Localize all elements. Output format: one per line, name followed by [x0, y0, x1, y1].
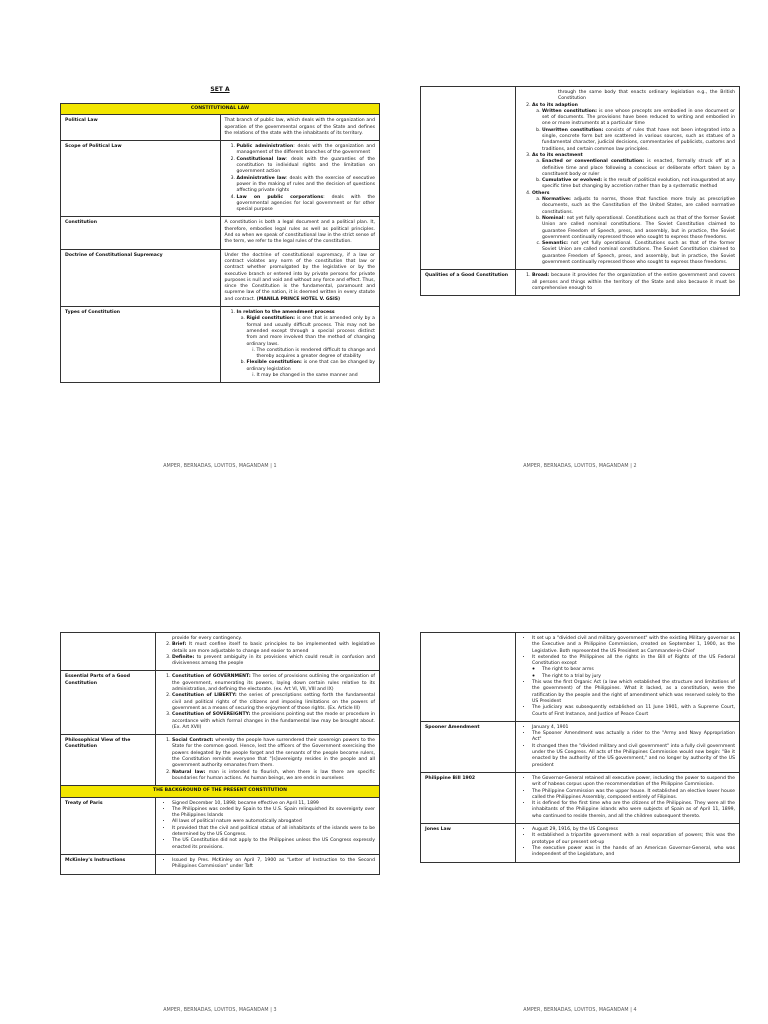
table-row [421, 87, 740, 270]
list-item: 2. As to its adaption a. Written constitution: is one whose precepts are embodied in one document or set of documents. The provisions have been reduced to writing and embodied in one or more instruments at a particular time b. Unwritten constitution: consists of rules that have not been integrated into a single, concrete form but are scattered in various sources, such as statues of a fundamental character, judicial decisions, commentaries of publicists, customs and traditions, and certain common law principles. [532, 103, 735, 153]
table-row [61, 307, 380, 383]
list-item: 1. In relation to the amendment process a. Rigid constitution: is one that is amended only by a formal and usually difficult process. This may not be amended except through a special process distinct from and more involved than the method of changing ordinary laws. i. The constitution is rendered difficult to change and thereby acquires a greater degree of stability b. Flexible constitution: is one that can be changed by ordinary legislation i. It may be changed in the same manner and [237, 310, 376, 379]
page-footer: AMPER, BERNADAS, LOVITOS, MAGANDAM | 2 [523, 464, 637, 469]
page-footer: AMPER, BERNADAS, LOVITOS, MAGANDAM | 4 [523, 1008, 637, 1013]
row-text [156, 671, 380, 735]
list-item: 1. Constitution of GOVERNMENT: The series of provisions outlining the organization of the government, enumerating its powers, laying down certain rules relative to its administration, and defining the electorate. (ex. Art VI, VII, VIII and IX) [172, 674, 375, 693]
row-text: A constitution is both a legal document and a political plan. It, therefore, embodies legal rules as well as political principles. And so when we speak of constitutional law in the strict sense of the term, we refer to the legal rules of the constitution. [220, 217, 380, 249]
table-row [421, 721, 740, 772]
constitution-types-table [420, 86, 740, 296]
list-item: • It set up a "divided civil and military government" with the existing Military governor as the Executive and a Philippine Commission, created on September 1, 1900, as the Legislative. Both represented the US President as Commander-in-Chief [532, 636, 735, 655]
list-item: • It established a tripartite government with a real separation of powers; this was the prototype of our present set-up [532, 833, 735, 846]
table-row [421, 824, 740, 862]
table-row [61, 249, 380, 306]
list-item: • The US Constitution did not apply to the Philippines unless the US Congress expressly enacted its provisions. [172, 838, 375, 851]
row-text [156, 797, 380, 854]
list-item: • It provided that the civil and political status of all inhabitants of the islands were to be determined by the US Congress. [172, 826, 375, 839]
section-header: THE BACKGROUND OF THE PRESENT CONSTITUTION [61, 786, 380, 797]
row-text [516, 270, 740, 296]
table-row [61, 115, 380, 141]
table-row [61, 797, 380, 854]
row-label: Scope of Political Law [61, 141, 221, 217]
row-text [516, 633, 740, 722]
row-text [220, 141, 380, 217]
list-item: • The executive power was in the hands of an American Governor-General, who was independent of the Legislature, and [532, 846, 735, 859]
list-item: • It extended to the Philippines all the rights in the Bill of Rights of the US Federal Constitution except ◦ The right to bear arms ◦ The right to a trial by jury [532, 655, 735, 680]
list-item: • January 4, 1901 [532, 725, 735, 731]
table-row [61, 141, 380, 217]
row-label: Philosophical View of the Constitution [61, 735, 156, 786]
list-item: • It is defined for the first time who are the citizens of the Philippines. They were all the inhabitants of the Philippine islands who were subjects of Spain as of April 11, 1899, who continued to reside therein, and all the children subsequent thereto. [532, 801, 735, 820]
list-item: 3. As to its enactment a. Enacted or conventional constitution: is enacted, formally struck off at a definitive time and place following a conscious or deliberate effort taken by a constituent body or ruler b. Cumulative or evolved: is the result of political evolution, not inaugurated at any specific time but changing by accretion rather than by a systematic method [532, 153, 735, 191]
row-label [421, 87, 516, 270]
row-text: That branch of public law, which deals with the organization and operation of the governmental organs of the State and defines the relations of the state with the inhabitants of its territory. [220, 115, 380, 141]
row-label: Jones Law [421, 824, 516, 862]
table-row [421, 270, 740, 296]
table-row [421, 633, 740, 722]
row-label: Treaty of Paris [61, 797, 156, 854]
page-1 [60, 86, 380, 383]
list-item: 1. Broad: because it provides for the organization of the entire government and covers all persons and things within the territory of the State and also because it must be comprehensive enough to [532, 273, 735, 292]
page-footer: AMPER, BERNADAS, LOVITOS, MAGANDAM | 1 [163, 464, 277, 469]
row-label: Philippine Bill 1902 [421, 772, 516, 823]
list-item: • All laws of political nature were automatically abrogated [172, 819, 375, 825]
row-label: Doctrine of Constitutional Supremacy [61, 249, 221, 306]
table-row [61, 735, 380, 786]
set-title: SET A [210, 86, 230, 93]
row-label: Types of Constitution [61, 307, 221, 383]
list-item: • It changed then the "divided military and civil government" into a fully civil government under the US Congress. All acts of the Philippines Commission would now begin: "Be it enacted by the authority of the US government," and no longer by authority of the US president [532, 744, 735, 769]
qualities-table [60, 632, 380, 875]
background-table [420, 632, 740, 863]
page-3 [60, 632, 380, 875]
row-label [61, 633, 156, 671]
row-text [220, 307, 380, 383]
row-text: through the same body that enacts ordinary legislation e.g., the British Constitution 2. As to its adaption a. Written constitution: is one whose precepts are embodied in one document or set of documents. The provisions have been reduced to writing and embodied in one or more instruments at a particular time b. Unwritten constitution: consists of rules that have not been integrated into a single, concrete form but are scattered in various sources, such as statues of a fundamental character, judicial decisions, commentaries of publicists, customs and traditions, and certain common law principles. 3. As to its enactment a. Enacted or conventional constitution: is enacted, formally struck off at a definitive time and place following a conscious or deliberate effort taken by a constituent body or ruler b. Cumulative or evolved: is the result of political evolution, not inaugurated at any specific time but changing by accretion rather than by a systematic method 4. Others a. Normative: adjusts to norms, those that function more truly as prescriptive documents, such as the Constitution of the United States, are called normative constitutions. b. Nominal: not yet fully operational. Constitutions such as that of the former Soviet Union are called nominal constitutions. The Soviet Constitution claimed to guarantee Freedom of Speech, press, and assembly, but in practice, the Soviet government continually repressed those who sought to express those freedoms. c. Semantic: not yet fully operational. Constitutions such as that of the former Soviet Union are called nominal constitutions. The Soviet Constitution claimed to guarantee Freedom of Speech, press, and assembly, but in practice, the Soviet government continually repressed those who sought to express those freedoms. [516, 87, 740, 270]
list-item: • The judiciary was subsequently established on 11 June 1901, with a Supreme Court, Courts of First Instance, and Justice of Peace Court [532, 705, 735, 718]
row-label [421, 633, 516, 722]
list-item: • The Spooner Amendment was actually a rider to the "Army and Navy Appropriation Act" [532, 731, 735, 744]
table-row [61, 854, 380, 874]
page-footer: AMPER, BERNADAS, LOVITOS, MAGANDAM | 3 [163, 1008, 277, 1013]
row-label: Qualities of a Good Constitution [421, 270, 516, 296]
list-item: 3. Administrative law: deals with the exercise of executive power in the making of rules and the decision of questions affecting private rights [237, 176, 376, 195]
list-item: 2. Natural law: man is intended to flourish, when there is law there are specific boundaries for human actions. As human beings, we are ends in ourselves [172, 770, 375, 783]
list-item: 1. Public administration: deals with the organization and management of the different branches of the government [237, 144, 376, 157]
row-text [156, 735, 380, 786]
list-item: 3. Constitution of SOVEREIGNTY: the provisions pointing out the mode or procedure in accordance with which formal changes in the fundamental law may be brought about. (Ex. Art XVII) [172, 712, 375, 731]
table-row [421, 772, 740, 823]
row-label: Political Law [61, 115, 221, 141]
row-text [516, 824, 740, 862]
list-item: • Issued by Pres. McKinley on April 7, 1900 as "Letter of Instruction to the Second Philippines Commission" under Taft [172, 858, 375, 871]
row-label: Constitution [61, 217, 221, 249]
list-item: • Signed December 10, 1898; became effective on April 11, 1899 [172, 801, 375, 807]
list-item: • The Philippines was ceded by Spain to the U.S. Spain relinquished its sovereignty over the Philippines Islands [172, 807, 375, 820]
list-item: 2. Brief: It must confine itself to basic principles to be implemented with legislative details are more adjustable to change and easier to amend [172, 642, 375, 655]
row-label: Spooner Amendment [421, 721, 516, 772]
list-item: 4. Others a. Normative: adjusts to norms, those that function more truly as prescriptive documents, such as the Constitution of the United States, are called normative constitutions. b. Nominal: not yet fully operational. Constitutions such as that of the former Soviet Union are called nominal constitutions. The Soviet Constitution claimed to guarantee Freedom of Speech, press, and assembly, but in practice, the Soviet government continually repressed those who sought to express those freedoms. c. Semantic: not yet fully operational. Constitutions such as that of the former Soviet Union are called nominal constitutions. The Soviet Constitution claimed to guarantee Freedom of Speech, press, and assembly, but in practice, the Soviet government continually repressed those who sought to express those freedoms. [532, 191, 735, 267]
row-text: Under the doctrine of constitutional supremacy, if a law or contract violates any norm of the constitution that law or contract whether promulgated by the legislative or by the executive branch or entered into by private persons for private purposes is null and void and without any force and effect. Thus, since the Constitution is the fundamental, paramount and supreme law of the nation, it is deemed written in every statute and contract. (MANILA PRINCE HOTEL V. GSIS) [220, 249, 380, 306]
page-2 [420, 86, 740, 296]
section-header: CONSTITUTIONAL LAW [61, 104, 380, 115]
list-item: • The Governor-General retained all executive power, including the power to suspend the writ of habeas corpus upon the recommendation of the Philippine Commission. [532, 776, 735, 789]
row-text [156, 854, 380, 874]
table-row [61, 217, 380, 249]
list-item: 2. Constitutional law: deals with the guaranties of the constitution to individual rights and the limitation on government action [237, 157, 376, 176]
list-item: 1. Social Contract: whereby the people have surrendered their sovereign powers to the State for the common good. Hence, lest the officers of the Government exercising the powers delegated by the people forget and the servants of the people become rulers, the Constitution reminds everyone that "[s]overeignty resides in the people and all government authority emanates from them. [172, 738, 375, 769]
row-text: provide for every contingency. 2. Brief: It must confine itself to basic principles to be implemented with legislative details are more adjustable to change and easier to amend 3. Definite: to prevent ambiguity in its provisions which could result in confusion and divisiveness among the people [156, 633, 380, 671]
row-text [516, 721, 740, 772]
row-text [516, 772, 740, 823]
list-item: • August 29, 1916, by the US Congress [532, 827, 735, 833]
row-label: Essential Parts of a Good Constitution [61, 671, 156, 735]
table-row [61, 671, 380, 735]
table-row [61, 633, 380, 671]
list-item: 4. Law on public corporations: deals with the governmental agencies for local government or for other special purpose [237, 195, 376, 214]
list-item: • The Philippine Commission was the upper house. It established an elective lower house called the Philippines Assembly, composed entirely of Filipinos. [532, 789, 735, 802]
row-label: McKinley's Instructions [61, 854, 156, 874]
page-4 [420, 632, 740, 863]
list-item: 2. Constitution of LIBERTY: the series of prescriptions setting forth the fundamental civil and political rights of the citizens and imposing limitations on the powers of government as a means of securing the enjoyment of those rights. (Ex. Article III) [172, 693, 375, 712]
constitutional-law-table [60, 103, 380, 383]
list-item: 3. Definite: to prevent ambiguity in its provisions which could result in confusion and divisiveness among the people [172, 655, 375, 668]
list-item: • This was the first Organic Act (a law which established the structure and limitations of the government) of the Philippines. What it lacked, as a constitution, were the ratification by the people and the right of amendment which was reserved solely to the US President [532, 680, 735, 705]
